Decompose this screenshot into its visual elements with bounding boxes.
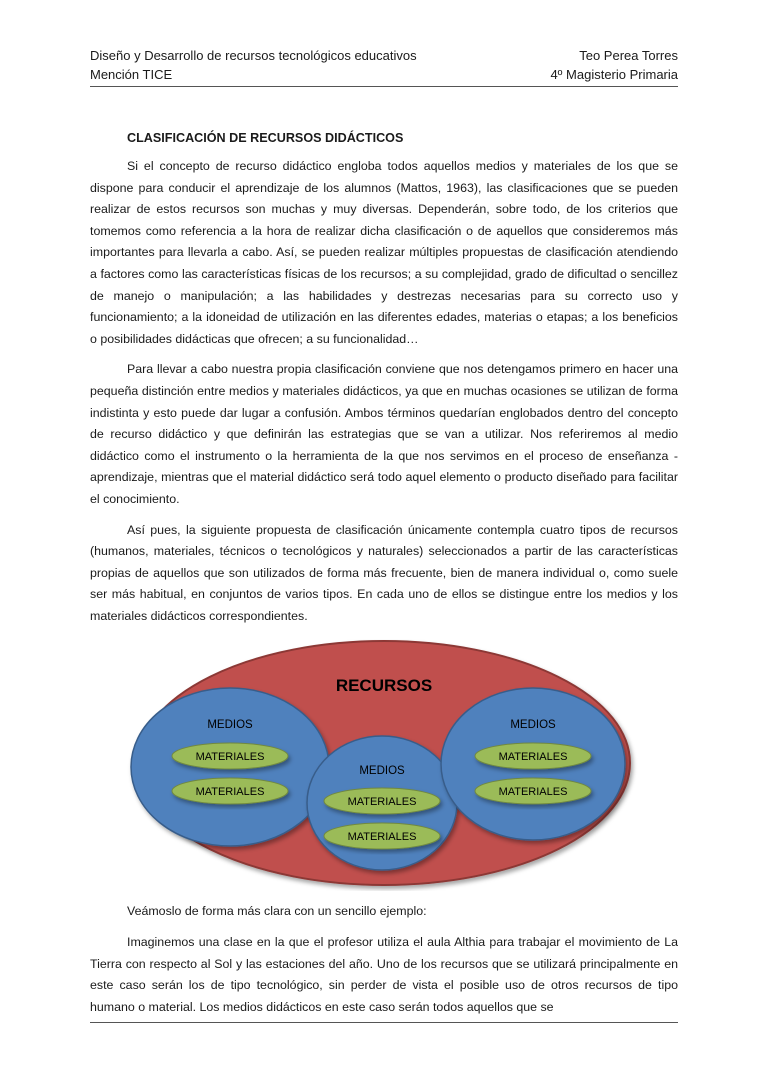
resources-diagram-svg — [90, 639, 678, 891]
paragraph-5: Imaginemos una clase en la que el profesor utiliza el aula Althia para trabajar el movimiento de La Tierra con respecto al Sol y las estaciones del año. Uno de los recursos que se utilizará principalmente en este caso serán los de tipo tecnológico, sin perder de vista el posible uso de otros recursos de tipo humano o material. Los medios didácticos en este caso serán todos aquellos que se — [90, 935, 678, 1014]
left-medios-label: MEDIOS — [207, 719, 253, 732]
header-course-title: Diseño y Desarrollo de recursos tecnológicos educativos — [90, 48, 417, 63]
header-mention: Mención TICE — [90, 67, 173, 82]
header-divider — [90, 86, 678, 87]
paragraph-3: Así pues, la siguiente propuesta de clasificación únicamente contempla cuatro tipos de recursos (humanos, materiales, técnicos o tecnológicos y naturales) seleccionados a partir de las características propias de aquellos que son utilizados de forma más frecuente, bien de manera individual o, como suele ser más habitual, en conjuntos de varios tipos. En cada uno de ellos se distingue entre los medios y los materiales didácticos correspondientes. — [90, 522, 678, 623]
center-materiales-2-label: MATERIALES — [347, 831, 417, 844]
recursos-label: RECURSOS — [335, 676, 433, 696]
page-header — [90, 46, 678, 84]
left-materiales-1-label: MATERIALES — [195, 751, 265, 764]
center-medios-label: MEDIOS — [359, 765, 405, 778]
paragraph-4: Veámoslo de forma más clara con un sencillo ejemplo: — [127, 904, 427, 919]
right-materiales-2-label: MATERIALES — [498, 786, 568, 799]
section-title: CLASIFICACIÓN DE RECURSOS DIDÁCTICOS — [127, 131, 404, 145]
paragraph-1: Si el concepto de recurso didáctico engloba todos aquellos medios y materiales de los que se dispone para conducir el aprendizaje de los alumnos (Mattos, 1963), las clasificaciones que se pueden realizar de estos recursos son muchas y muy diversas. Dependerán, sobre todo, de los criterios que tomemos como referencia a la hora de realizar dicha clasificación o de aquellos que consideremos más importantes para llevarla a cabo. Así, se pueden realizar múltiples propuestas de clasificación atendiendo a factores como las características físicas de los recursos; a su complejidad, grado de dificultad o sencillez de manejo o manipulación; a las habilidades y destrezas necesarias para su correcto uso y funcionamiento; a la idoneidad de utilización en las diferentes edades, materias o etapas; a los beneficios o posibilidades didácticas que ofrecen; a su funcionalidad… — [90, 159, 678, 346]
left-materiales-2-label: MATERIALES — [195, 786, 265, 799]
header-author: Teo Perea Torres — [579, 48, 678, 63]
footer-divider — [90, 1022, 678, 1023]
center-materiales-1-label: MATERIALES — [347, 796, 417, 809]
resources-diagram — [90, 639, 678, 891]
right-medios-label: MEDIOS — [510, 719, 556, 732]
right-materiales-1-label: MATERIALES — [498, 751, 568, 764]
header-degree: 4º Magisterio Primaria — [550, 67, 678, 82]
document-body — [90, 128, 678, 1027]
paragraph-2: Para llevar a cabo nuestra propia clasificación conviene que nos detengamos primero en hacer una pequeña distinción entre medios y materiales didácticos, ya que en muchas ocasiones se utilizan de forma indistinta y esto puede dar lugar a confusión. Ambos términos quedarían englobados dentro del concepto de recurso didáctico y que definirán las estrategias que se van a utilizar. Nos referiremos al medio didáctico como el instrumento o la herramienta de la que nos servimos en el proceso de enseñanza - aprendizaje, mientras que el material didáctico será todo aquel elemento o producto diseñado para facilitar el conocimiento. — [90, 362, 678, 506]
